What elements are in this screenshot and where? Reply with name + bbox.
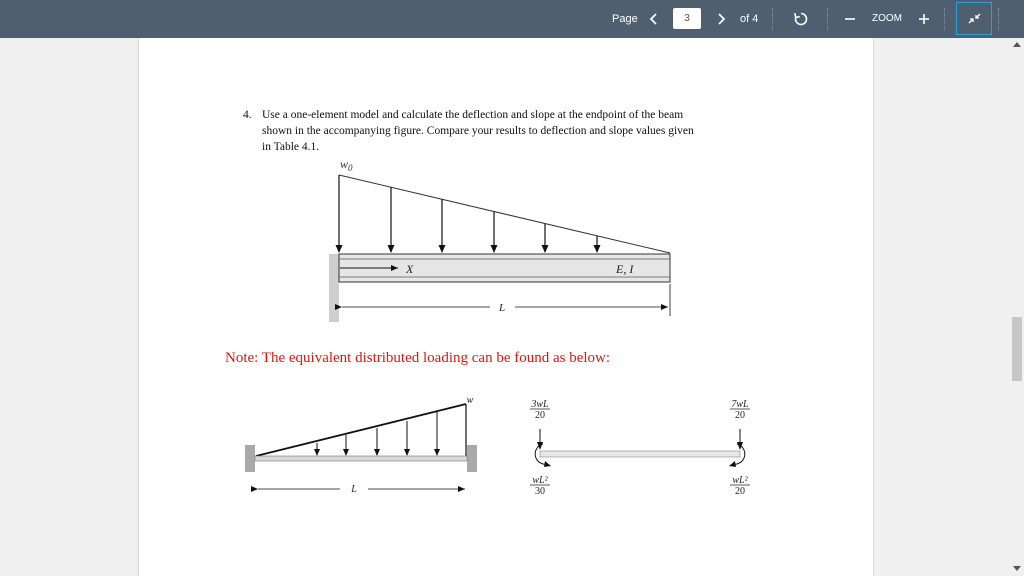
toolbar-separator <box>998 8 999 30</box>
length-label: L <box>498 302 506 314</box>
toolbar-separator <box>772 8 773 30</box>
toolbar <box>0 0 1024 38</box>
scroll-up-icon[interactable] <box>1013 42 1021 48</box>
rotate-button[interactable] <box>790 4 812 34</box>
right-force-denominator: 20 <box>735 410 745 421</box>
small-load-label: w <box>466 395 474 406</box>
problem-text-line-1: Use a one-element model and calculate the deflection and slope at the endpoint of the beam <box>262 109 684 121</box>
collapse-button[interactable] <box>956 2 992 35</box>
next-page-button[interactable] <box>713 4 729 34</box>
page-number-input[interactable] <box>673 8 701 29</box>
problem-text-line-3: in Table 4.1. <box>262 141 320 153</box>
scrollbar-thumb[interactable] <box>1012 317 1022 381</box>
problem-text-line-2: shown in the accompanying figure. Compare your results to deflection and slope values given <box>262 125 694 137</box>
page-total: of 4 <box>740 13 759 25</box>
distributed-load <box>336 175 671 253</box>
load-label: $w_0$ <box>340 157 353 173</box>
right-force-numerator: 7wL <box>731 399 749 410</box>
page-label: Page <box>612 13 638 25</box>
previous-page-button[interactable] <box>646 4 662 34</box>
rotate-icon <box>793 11 809 27</box>
note-text: Note: The equivalent distributed loading can be found as below: <box>225 350 611 366</box>
left-moment-denominator: 30 <box>535 486 545 497</box>
small-length-label: L <box>351 484 357 495</box>
zoom-out-button[interactable] <box>842 4 858 34</box>
chevron-left-icon <box>649 12 659 26</box>
equivalent-beam-figure <box>240 390 490 500</box>
left-moment-numerator: wL² <box>532 475 548 486</box>
property-label: E, I <box>616 262 634 276</box>
chevron-right-icon <box>716 12 726 26</box>
left-force-denominator: 20 <box>535 410 545 421</box>
left-force-numerator: 3wL <box>531 399 549 410</box>
zoom-label: ZOOM <box>872 13 902 24</box>
nodal-loads-figure <box>520 392 770 502</box>
fixed-wall <box>329 254 339 322</box>
scroll-down-icon[interactable] <box>1013 566 1021 572</box>
zoom-in-button[interactable] <box>916 4 932 34</box>
x-axis-label: X <box>406 262 414 276</box>
toolbar-separator <box>827 8 828 30</box>
collapse-icon <box>957 3 991 34</box>
right-moment-numerator: wL² <box>732 475 748 486</box>
scrollbar[interactable] <box>1011 38 1024 576</box>
element-beam <box>540 451 740 457</box>
toolbar-separator <box>944 8 945 30</box>
zoom-out-icon <box>844 13 856 25</box>
beam-figure <box>320 150 690 330</box>
problem-number: 4. <box>243 109 252 121</box>
right-moment-denominator: 20 <box>735 486 745 497</box>
zoom-in-icon <box>918 13 930 25</box>
